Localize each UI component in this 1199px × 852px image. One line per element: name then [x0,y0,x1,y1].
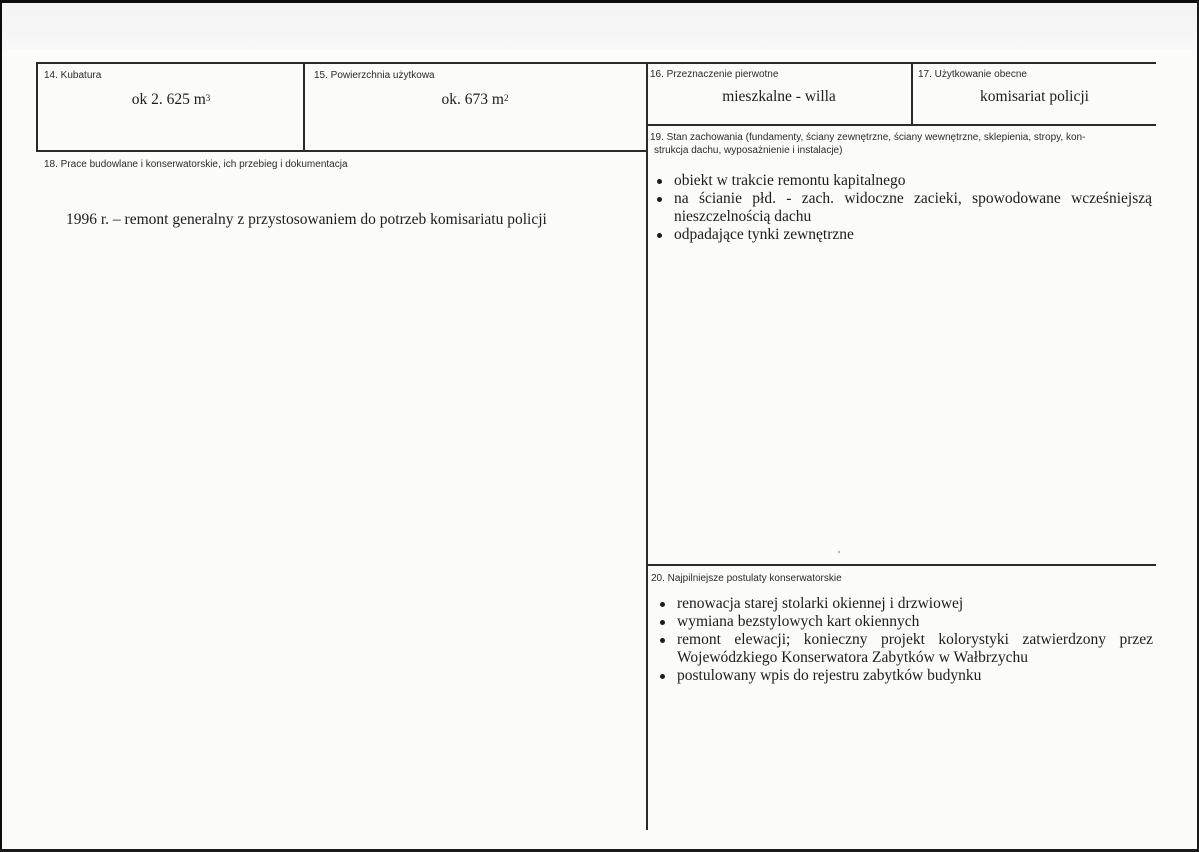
field-20-list [655,595,1153,685]
scan-top-band [2,3,1197,49]
rule-above-20 [646,564,1156,566]
rule-center [646,62,648,830]
field-14-label: 14. Kubatura [44,70,102,81]
scan-edge-top [0,0,1199,3]
field-17-label: 17. Użytkowanie obecne [918,69,1027,80]
field-20-label: 20. Najpilniejsze postulaty konserwatorskie [651,573,842,584]
scan-edge-left [0,0,2,852]
field-20-item: postulowany wpis do rejestru zabytków budynku [655,667,1153,685]
field-14-exponent: 3 [205,93,211,103]
field-18-label: 18. Prace budowlane i konserwatorskie, ich przebieg i dokumentacja [44,159,348,170]
rule-under-16-17 [646,124,1156,126]
field-19-item: obiekt w trakcie remontu kapitalnego [652,172,1152,190]
field-17-value: komisariat policji [980,88,1089,105]
field-19-item: odpadające tynki zewnętrzne [652,226,1152,244]
field-19-label [650,131,1085,157]
field-19-label-line-1: 19. Stan zachowania (fundamenty, ściany zewnętrzne, ściany wewnętrzne, sklepienia, stropy, kon- [650,132,1086,143]
field-20-item: wymiana bezstylowych kart okiennych [655,613,1153,631]
rule-14-15 [303,62,305,151]
rule-left [36,62,38,151]
field-20-item: renowacja starej stolarki okiennej i drzwiowej [655,595,1153,613]
field-15-exponent: 2 [503,93,509,103]
field-19-item: na ścianie płd. - zach. widoczne zacieki, spowodowane wcześniejszą nieszczelnością dachu [652,190,1152,226]
field-19-list [652,172,1152,244]
field-16-label: 16. Przeznaczenie pierwotne [650,69,779,80]
field-20-item: remont elewacji; konieczny projekt kolorystyki zatwierdzony przez Wojewódzkiego Konserwatora Zabytków w Wałbrzychu [655,631,1153,667]
field-14-number: ok 2. 625 m [131,91,206,108]
rule-under-14-15 [36,150,646,152]
field-19-label-line-2: strukcja dachu, wyposażnienie i instalacje) [654,145,843,156]
rule-top-row [36,62,1156,64]
field-15-value [306,90,644,110]
field-15-number: ok. 673 m [441,91,504,108]
field-15-label: 15. Powierzchnia użytkowa [314,70,435,81]
field-16-value: mieszkalne - willa [722,88,836,105]
field-14-value [40,90,302,110]
field-18-text: 1996 r. – remont generalny z przystosowaniem do potrzeb komisariatu policji [66,211,547,228]
scan-speck [838,551,840,553]
